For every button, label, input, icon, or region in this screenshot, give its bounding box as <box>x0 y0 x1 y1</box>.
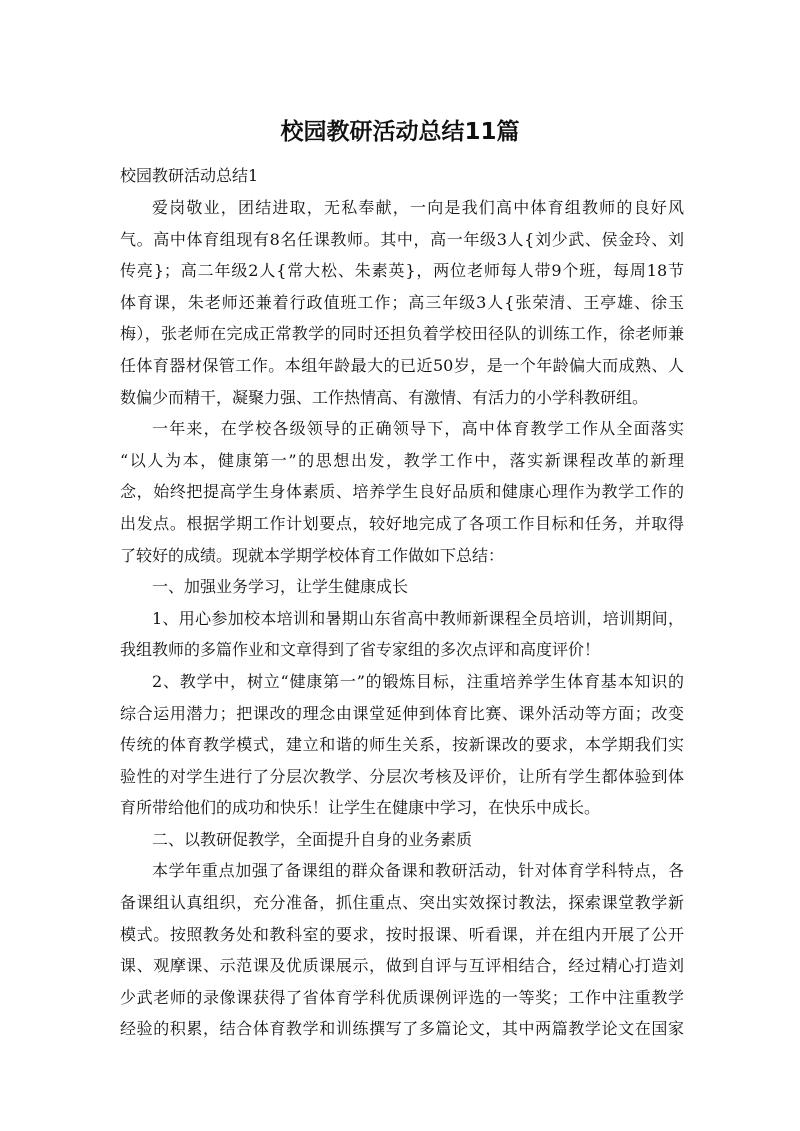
paragraph-line: 体育课，朱老师还兼着行政值班工作；高三年级3人{张荣清、王亭雄、徐玉 <box>120 292 684 312</box>
paragraph-line: 1、用心参加校本培训和暑期山东省高中教师新课程全员培训，培训期间， <box>152 608 684 628</box>
body-paragraph <box>120 413 684 571</box>
paragraph-line: 2、教学中，树立“健康第一”的锻炼目标，注重培养学生体育基本知识的 <box>152 671 684 691</box>
paragraph-line: 梅），张老师在完成正常教学的同时还担负着学校田径队的训练工作，徐老师兼 <box>120 324 684 344</box>
paragraph-line: 模式。按照教务处和教科室的要求，按时报课、听看课，并在组内开展了公开 <box>120 924 684 944</box>
body-paragraph <box>120 603 684 666</box>
paragraph-line: 备课组认真组织，充分准备，抓住重点、突出实效探讨教法，探索课堂教学新 <box>120 893 684 913</box>
document-title: 校园教研活动总结11篇 <box>280 119 520 145</box>
paragraph-line: 育所带给他们的成功和快乐！让学生在健康中学习，在快乐中成长。 <box>120 798 601 818</box>
paragraph-line: 传统的体育教学模式，建立和谐的师生关系，按新课改的要求，本学期我们实 <box>120 735 684 755</box>
section-heading-text: 二、以教研促教学，全面提升自身的业务素质 <box>152 829 473 849</box>
paragraph-line: 验性的对学生进行了分层次教学、分层次考核及评价，让所有学生都体验到体 <box>120 766 684 786</box>
paragraph-line: 本学年重点加强了备课组的群众备课和教研活动，针对体育学科特点，各 <box>152 861 684 881</box>
paragraph-line: 一年来，在学校各级领导的正确领导下，高中体育教学工作从全面落实 <box>152 419 684 439</box>
paragraph-line: 爱岗敬业，团结进取，无私奉献，一向是我们高中体育组教师的良好风 <box>152 198 684 217</box>
paragraph-line: 我组教师的多篇作业和文章得到了省专家组的多次点评和高度评价！ <box>120 640 601 660</box>
paragraph-line: 经验的积累，结合体育教学和训练撰写了多篇论文，其中两篇教学论文在国家 <box>120 1019 684 1039</box>
section-heading <box>120 824 684 856</box>
paragraph-line: “以人为本，健康第一”的思想出发，教学工作中，落实新课程改革的新理 <box>120 450 684 470</box>
paragraph-line: 综合运用潜力；把课改的理念由课堂延伸到体育比赛、课外活动等方面；改变 <box>120 703 684 723</box>
paragraph-line: 任体育器材保管工作。本组年龄最大的已近50岁，是一个年龄偏大而成熟、人 <box>120 355 684 375</box>
body-paragraph <box>120 666 684 824</box>
paragraph-line: 数偏少而精干，凝聚力强、工作热情高、有激情、有活力的小学科教研组。 <box>120 387 649 407</box>
section-heading <box>120 571 684 603</box>
paragraph-line: 课、观摩课、示范课及优质课展示，做到自评与互评相结合，经过精心打造刘 <box>120 956 684 976</box>
paragraph-line: 念，始终把提高学生身体素质、培养学生良好品质和健康心理作为教学工作的 <box>120 482 684 502</box>
paragraph-line: 传亮}；高二年级2人{常大松、朱素英}，两位老师每人带9个班，每周18节 <box>120 261 684 281</box>
paragraph-line: 气。高中体育组现有8名任课教师。其中，高一年级3人{刘少武、侯金玲、刘 <box>120 229 684 249</box>
paragraph-line: 了较好的成绩。现就本学期学校体育工作做如下总结： <box>120 545 505 565</box>
body-paragraph <box>120 192 684 413</box>
paragraph-line: 少武老师的录像课获得了省体育学科优质课例评选的一等奖；工作中注重教学 <box>120 987 684 1007</box>
section-heading-text: 一、加强业务学习，让学生健康成长 <box>152 577 409 597</box>
document-body <box>120 160 684 1045</box>
section-subtitle: 校园教研活动总结1 <box>120 166 259 185</box>
body-paragraph <box>120 855 684 1045</box>
paragraph-line: 出发点。根据学期工作计划要点，较好地完成了各项工作目标和任务，并取得 <box>120 513 684 533</box>
